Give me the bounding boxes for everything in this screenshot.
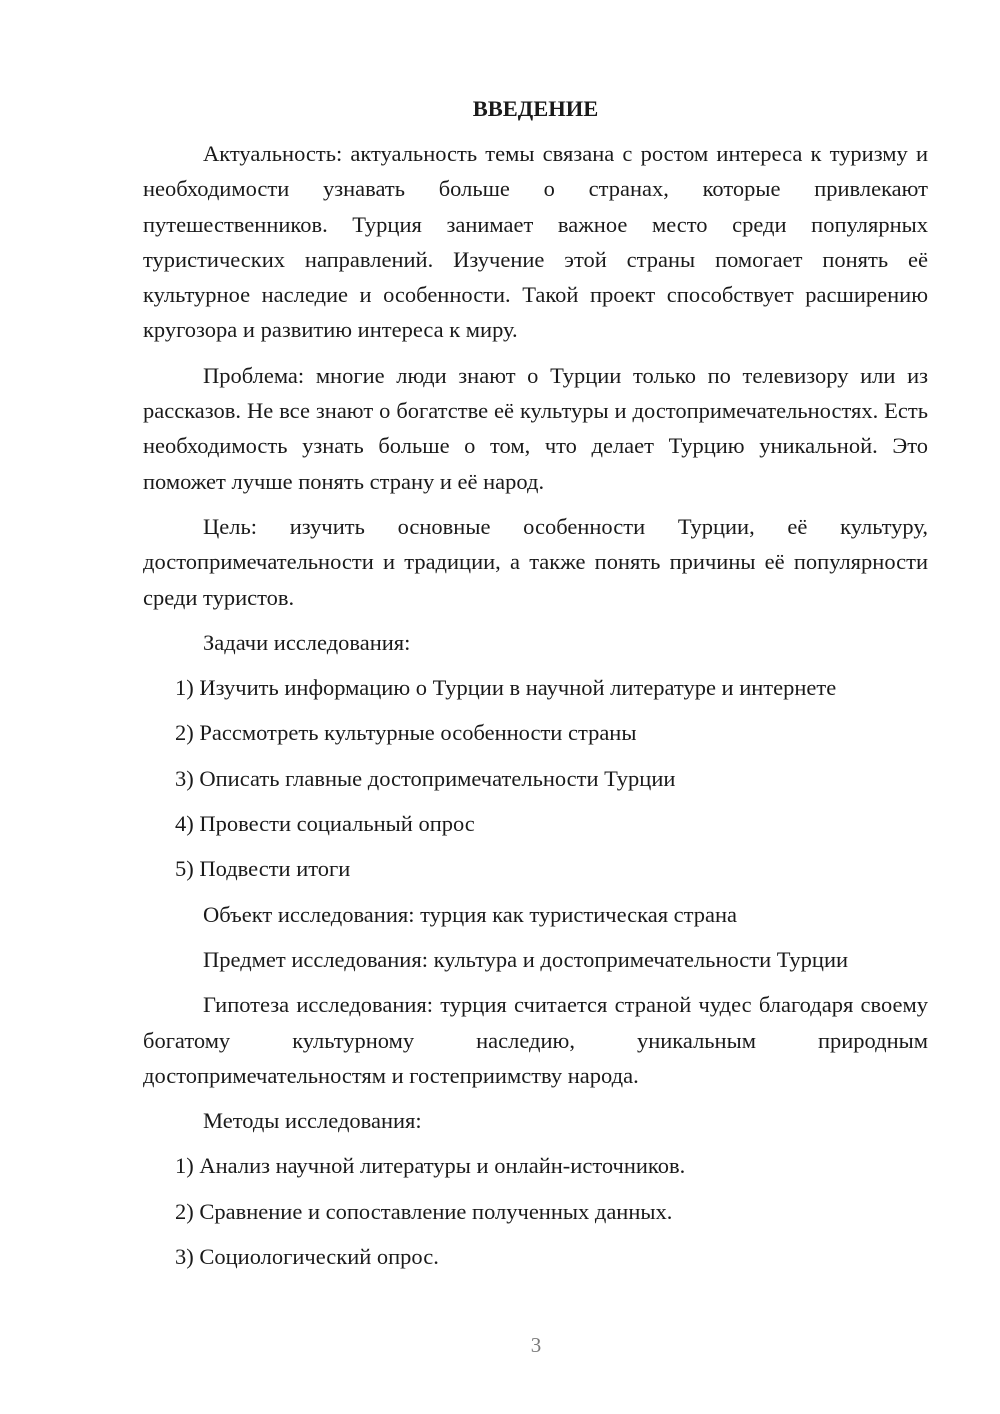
task-item: 1) Изучить информацию о Турции в научной литературе и интернете xyxy=(175,675,837,701)
goal-paragraph: Цель: изучить основные особенности Турции, её культуру, достопримечательности и традиции, а также понять причины её популярности среди туристов. xyxy=(143,513,928,610)
tasks-heading: Задачи исследования: xyxy=(203,629,411,655)
method-item: 1) Анализ научной литературы и онлайн-источников. xyxy=(175,1153,686,1179)
page-title: ВВЕДЕНИЕ xyxy=(472,96,599,121)
methods-heading: Методы исследования: xyxy=(203,1108,422,1134)
task-item: 3) Описать главные достопримечательности Турции xyxy=(175,765,676,791)
task-item: 2) Рассмотреть культурные особенности страны xyxy=(175,720,637,746)
object-paragraph: Объект исследования: турция как туристическая страна xyxy=(203,901,738,927)
method-item: 2) Сравнение и сопоставление полученных данных. xyxy=(175,1198,673,1224)
hypothesis-paragraph: Гипотеза исследования: турция считается страной чудес благодаря своему богатому культурному наследию, уникальным природным достопримечательностям и гостеприимству народа. xyxy=(143,992,928,1088)
task-item: 4) Провести социальный опрос xyxy=(175,811,475,837)
task-item: 5) Подвести итоги xyxy=(175,856,351,882)
document-page xyxy=(143,94,928,1284)
subject-paragraph: Предмет исследования: культура и достопримечательности Турции xyxy=(203,946,849,972)
page-number: 3 xyxy=(530,1333,542,1357)
relevance-paragraph: Актуальность: актуальность темы связана с ростом интереса к туризму и необходимости узнавать больше о странах, которые привлекают путешественников. Турция занимает важное место среди популярных туристических направлений. Изучение этой страны помогает понять её культурное наследие и особенности. Такой проект способствует расширению кругозора и развитию интереса к миру. xyxy=(143,141,928,343)
problem-paragraph: Проблема: многие люди знают о Турции только по телевизору или из рассказов. Не все знают о богатстве её культуры и достопримечательностях. Есть необходимость узнать больше о том, что делает Турцию уникальной. Это поможет лучше понять страну и её народ. xyxy=(143,362,928,494)
method-item: 3) Социологический опрос. xyxy=(175,1244,439,1270)
